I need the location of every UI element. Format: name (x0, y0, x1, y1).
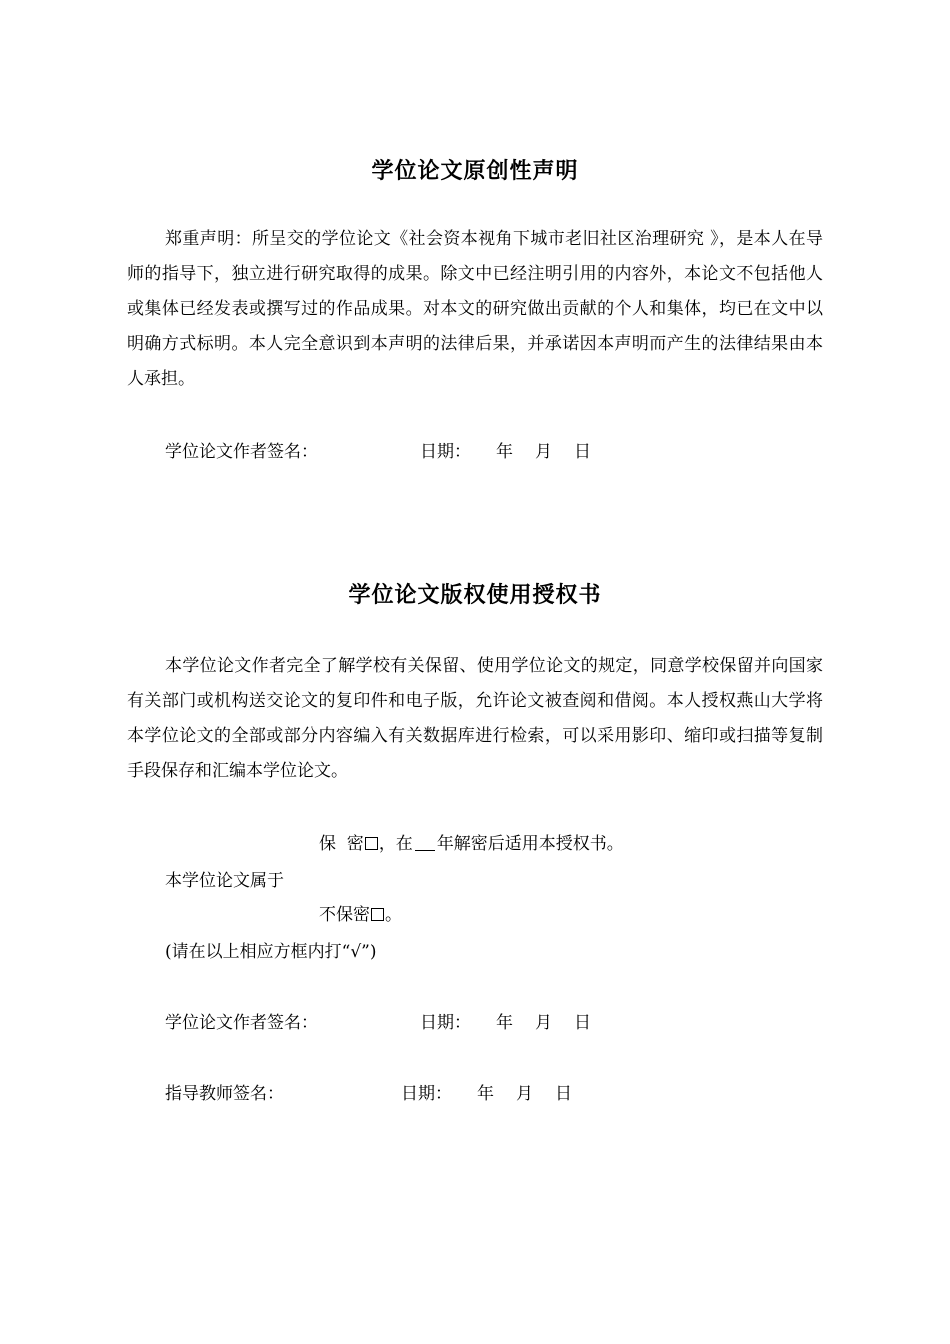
advisor-month-label: 月 (516, 1084, 533, 1104)
decrypt-years-blank[interactable] (415, 834, 435, 851)
checkbox-instruction: (请在以上相应方框内打“√”) (165, 942, 377, 962)
not-secret-checkbox[interactable] (371, 908, 384, 921)
declaration-year-label: 年 (496, 442, 513, 462)
secret-option-line (319, 831, 624, 857)
declaration-title: 学位论文原创性声明 (371, 159, 579, 184)
advisor-year-label: 年 (477, 1084, 494, 1104)
not-secret-suffix: 。 (385, 905, 402, 925)
not-secret-option-line (319, 902, 402, 928)
secret-suffix-2: 年解密后适用本授权书。 (436, 834, 624, 854)
authorization-author-month-label: 月 (535, 1013, 552, 1033)
declaration-day-label: 日 (574, 442, 591, 462)
advisor-day-label: 日 (555, 1084, 572, 1104)
declaration-month-label: 月 (535, 442, 552, 462)
authorization-author-date-label: 日期： (420, 1013, 471, 1033)
authorization-body: 本学位论文作者完全了解学校有关保留、使用学位论文的规定，同意学校保留并向国家有关部门或机构送交论文的复印件和电子版，允许论文被查阅和借阅。本人授权燕山大学将本学位论文的全部或部分内容编入有关数据库进行检索，可以采用影印、缩印或扫描等复制手段保存和汇编本学位论文。 (127, 656, 823, 781)
not-secret-option-label: 不保密 (319, 905, 370, 925)
authorization-author-day-label: 日 (574, 1013, 591, 1033)
authorization-author-signature-label: 学位论文作者签名： (165, 1013, 318, 1033)
advisor-signature-label: 指导教师签名： (165, 1084, 284, 1104)
authorization-author-year-label: 年 (496, 1013, 513, 1033)
secret-option-label: 保 密 (319, 834, 364, 854)
declaration-date-label: 日期： (420, 442, 471, 462)
secret-checkbox[interactable] (365, 837, 378, 850)
declaration-body: 郑重声明：所呈交的学位论文《社会资本视角下城市老旧社区治理研究 》，是本人在导师的指导下，独立进行研究取得的成果。除文中已经注明引用的内容外，本论文不包括他人或集体已经发表或撰写过的作品成果。对本文的研究做出贡献的个人和集体，均已在文中以明确方式标明。本人完全意识到本声明的法律后果，并承诺因本声明而产生的法律结果由本人承担。 (127, 229, 823, 389)
authorization-title: 学位论文版权使用授权书 (348, 583, 602, 608)
secret-suffix-1: ，在 (378, 834, 413, 854)
declaration-author-signature-label: 学位论文作者签名： (165, 442, 318, 462)
advisor-date-label: 日期： (401, 1084, 452, 1104)
belongs-label: 本学位论文属于 (165, 871, 284, 891)
